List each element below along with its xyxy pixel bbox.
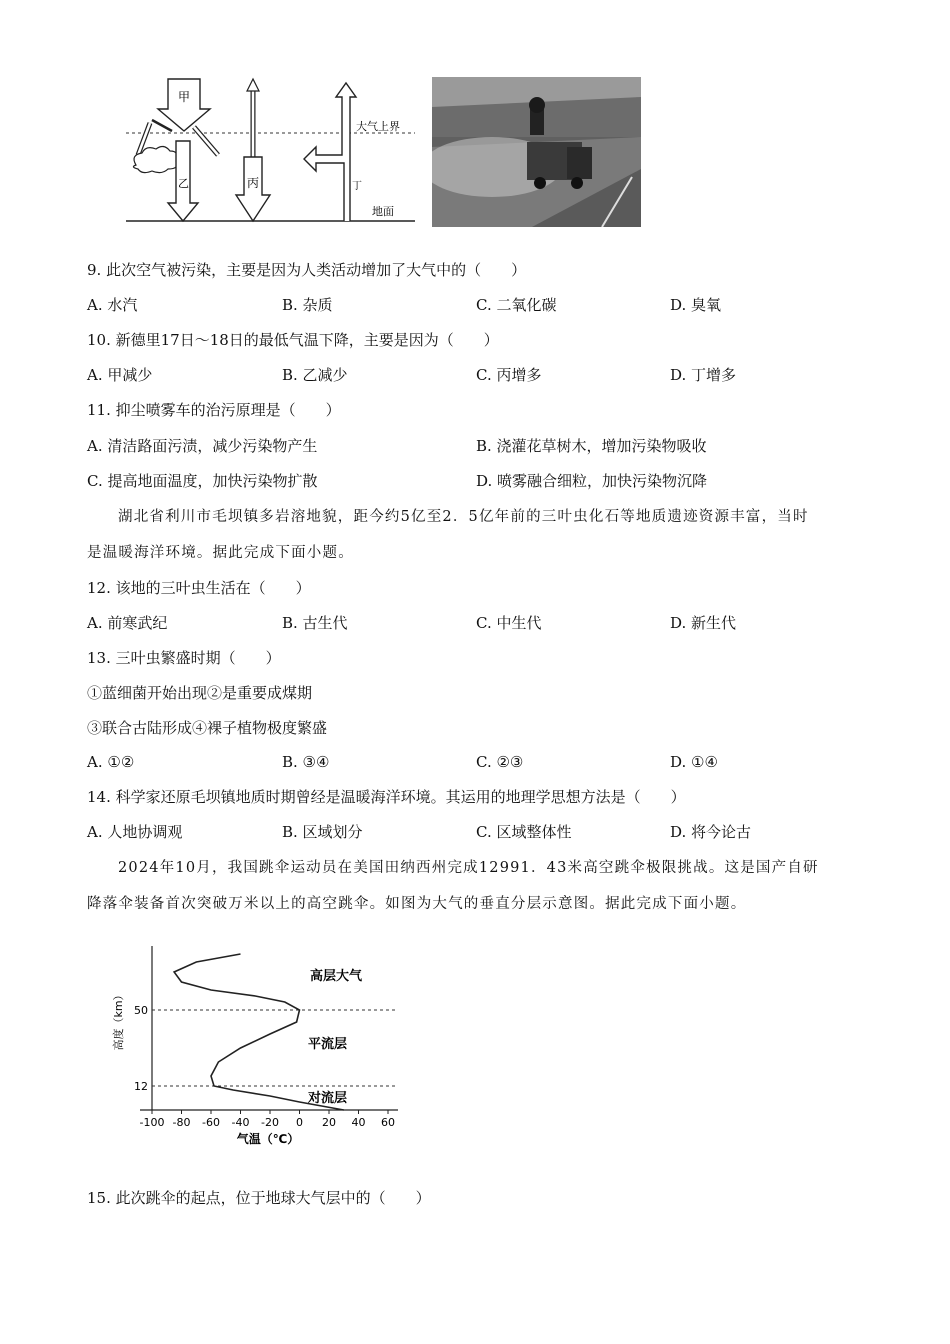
q14-option-c[interactable]: C. 区域整体性 <box>476 823 572 841</box>
layer-label-stratosphere: 平流层 <box>308 1037 348 1052</box>
spray-truck-photo <box>432 77 641 227</box>
q11-option-b[interactable]: B. 浇灌花草树木，增加污染物吸收 <box>476 437 707 455</box>
intro3-line1: 2024年10月，我国跳伞运动员在美国田纳西州完成12991．43米高空跳伞极限挑战。这是国产自研 <box>118 860 819 876</box>
q15-stem: 15. 此次跳伞的起点，位于地球大气层中的（ ） <box>87 1189 431 1207</box>
q13-option-a[interactable]: A. ①② <box>87 753 135 771</box>
q9-option-a[interactable]: A. 水汽 <box>87 296 138 314</box>
label-yi: 乙 <box>178 177 189 190</box>
q14-stem: 14. 科学家还原毛坝镇地质时期曾经是温暖海洋环境。其运用的地理学思想方法是（ ） <box>87 788 686 806</box>
x-tick-label: -60 <box>202 1116 220 1129</box>
q10-option-a[interactable]: A. 甲减少 <box>87 366 153 384</box>
layer-label-upper: 高层大气 <box>310 969 363 984</box>
x-axis-label: 气温（℃） <box>236 1132 300 1146</box>
q12-stem: 12. 该地的三叶虫生活在（ ） <box>87 579 311 597</box>
q10-stem: 10. 新德里17日～18日的最低气温下降，主要是因为（ ） <box>87 331 499 349</box>
q10-option-c[interactable]: C. 丙增多 <box>476 366 542 384</box>
label-top: 大气上界 <box>356 120 400 133</box>
layer-label-troposphere: 对流层 <box>308 1091 348 1106</box>
x-tick-label: -20 <box>261 1116 279 1129</box>
label-ground: 地面 <box>372 205 394 218</box>
y-axis-label: 高度（km） <box>112 989 125 1051</box>
atmosphere-layer-chart <box>100 940 410 1150</box>
x-tick-label: 40 <box>351 1116 366 1129</box>
q14-option-a[interactable]: A. 人地协调观 <box>87 823 183 841</box>
q13-stem: 13. 三叶虫繁盛时期（ ） <box>87 649 281 667</box>
q11-option-c[interactable]: C. 提高地面温度，加快污染物扩散 <box>87 472 318 490</box>
q11-option-d[interactable]: D. 喷雾融合细粒，加快污染物沉降 <box>476 472 708 490</box>
q11-stem: 11. 抑尘喷雾车的治污原理是（ ） <box>87 401 341 419</box>
q12-option-c[interactable]: C. 中生代 <box>476 614 542 632</box>
q10-option-d[interactable]: D. 丁增多 <box>670 366 737 384</box>
intro3-line2: 降落伞装备首次突破万米以上的高空跳伞。如图为大气的垂直分层示意图。据此完成下面小题。 <box>87 896 747 912</box>
q9-stem: 9. 此次空气被污染，主要是因为人类活动增加了大气中的（ ） <box>87 261 527 279</box>
q13-option-c[interactable]: C. ②③ <box>476 753 524 771</box>
q14-option-d[interactable]: D. 将今论古 <box>670 823 752 841</box>
x-tick-label: 60 <box>381 1116 395 1129</box>
x-tick-label: -80 <box>172 1116 191 1129</box>
q12-option-a[interactable]: A. 前寒武纪 <box>87 614 168 632</box>
q13-option-b[interactable]: B. ③④ <box>282 753 330 771</box>
q13-sub2: ③联合古陆形成④裸子植物极度繁盛 <box>87 719 328 737</box>
x-tick-label: -40 <box>231 1116 250 1129</box>
x-tick-label: -100 <box>139 1116 165 1129</box>
y-tick-label: 50 <box>134 1004 148 1017</box>
q14-option-b[interactable]: B. 区域划分 <box>282 823 363 841</box>
q9-option-b[interactable]: B. 杂质 <box>282 296 333 314</box>
intro2-line1: 湖北省利川市毛坝镇多岩溶地貌，距今约5亿至2．5亿年前的三叶虫化石等地质遗迹资源丰富，当时 <box>118 509 809 525</box>
q9-option-c[interactable]: C. 二氧化碳 <box>476 296 557 314</box>
x-tick-label: 0 <box>296 1116 303 1129</box>
q9-option-d[interactable]: D. 臭氧 <box>670 296 722 314</box>
q13-option-d[interactable]: D. ①④ <box>670 753 718 771</box>
y-tick-label: 12 <box>134 1080 148 1093</box>
label-ding: 丁 <box>352 181 362 192</box>
intro2-line2: 是温暖海洋环境。据此完成下面小题。 <box>87 545 354 561</box>
q11-option-a[interactable]: A. 清洁路面污渍，减少污染物产生 <box>87 437 318 455</box>
q13-sub1: ①蓝细菌开始出现②是重要成煤期 <box>87 684 313 702</box>
radiation-diagram <box>120 75 420 230</box>
label-jia: 甲 <box>178 90 191 104</box>
q10-option-b[interactable]: B. 乙减少 <box>282 366 348 384</box>
x-tick-label: 20 <box>322 1116 336 1129</box>
q12-option-b[interactable]: B. 古生代 <box>282 614 348 632</box>
q12-option-d[interactable]: D. 新生代 <box>670 614 737 632</box>
label-bing: 丙 <box>247 176 260 190</box>
